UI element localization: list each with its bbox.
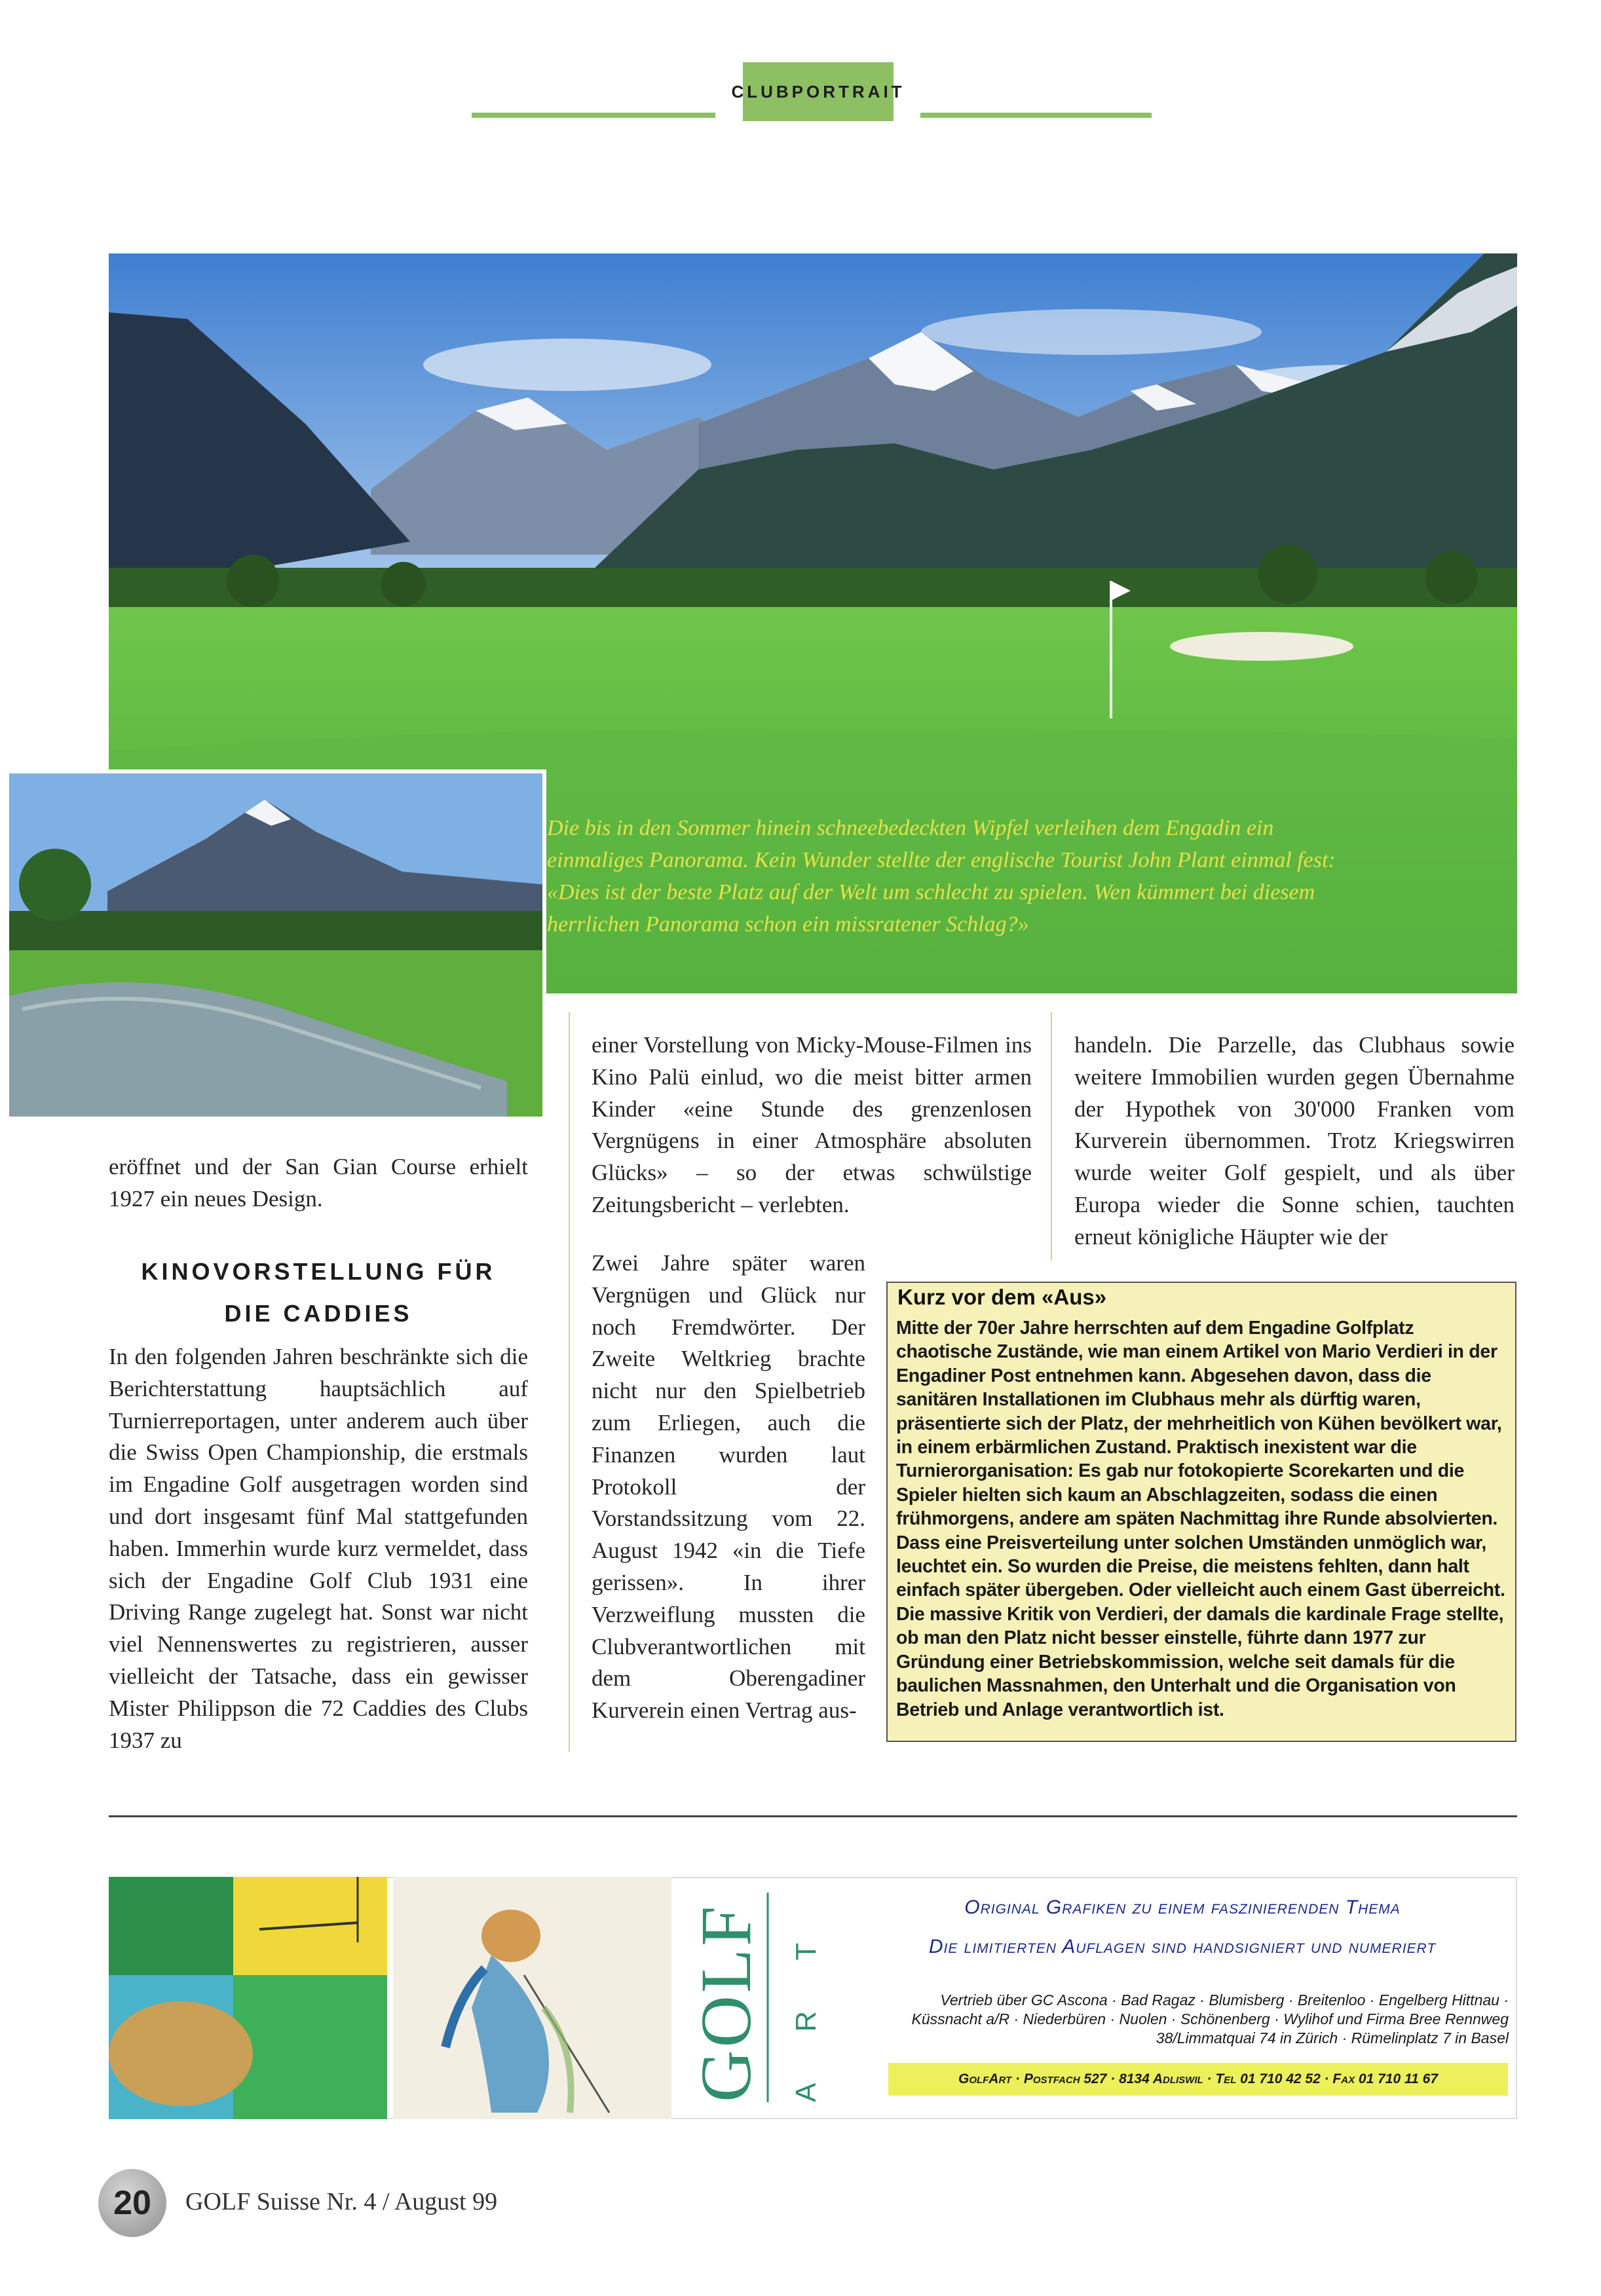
column-1-top: eröffnet und der San Gian Course erhielt 1927 ein neues Design. — [109, 1154, 528, 1212]
header-rule-left — [472, 113, 715, 118]
stream-inset-photo — [9, 769, 546, 1117]
column-divider-2 — [1051, 1012, 1052, 1261]
sidebar-box-title: Kurz vor dem «Aus» — [897, 1285, 1107, 1309]
issue-info: GOLF Suisse Nr. 4 / August 99 — [185, 2188, 498, 2215]
ad-distribution-text: Vertrieb über GC Ascona · Bad Ragaz · Blumisberg · Breitenloo · Engelberg Hittnau · Küssnacht a/R · Niederbüren · Nuolen · Schönenberg · Wylihof und Firma Bree Rennweg 38/Limmatquai 74 in Zürich · Rümelinplatz 7 in Basel — [911, 1991, 1509, 2046]
page-number: 20 — [113, 2184, 151, 2222]
logo-golf-text: GOLF — [688, 1903, 766, 2102]
ad-artwork-golfer — [393, 1877, 671, 2119]
ad-artwork-abstract — [109, 1877, 387, 2119]
ad-address: GolfArt · Postfach 527 · 8134 Adliswil · Tel 01 710 42 52 · Fax 01 710 11 67 — [958, 2071, 1438, 2086]
ad-headline-1: Original Grafiken zu einem faszinierenden Thema — [964, 1897, 1401, 1918]
page-number-badge — [98, 2169, 166, 2237]
section-heading — [109, 1251, 528, 1335]
photo-caption: Die bis in den Sommer hinein schneebedeckten Wipfel verleihen dem Engadin ein einmaliges Panorama. Kein Wunder stellte der englische Tourist John Plant einmal fest: «Dies ist der beste Platz auf der Welt um schlecht zu spielen. Wen kümmert bei diesem herrlichen Panorama schon ein missratener Schlag?» — [547, 816, 1336, 936]
page-rule — [109, 1815, 1517, 1817]
ad-address-bar — [888, 2063, 1508, 2096]
section-label: CLUBPORTRAIT — [731, 81, 905, 102]
column-2-top: einer Vorstellung von Micky-Mouse-Filmen ins Kino Palü einlud, wo die meist bitter armen Kinder «eine Stunde des grenzenlosen Vergnügens in einer Atmosphäre absoluten Glücks» – so der etwas schwülstige Zeitungsbericht – verlebten. — [592, 1032, 1032, 1217]
column-1-body: In den folgenden Jahren beschränkte sich die Berichterstattung hauptsächlich auf Turnierreportagen, unter anderem auch über die Swiss Open Championship, die erstmals im Engadine Golf ausgetragen worden sind und dort insgesamt fünf Mal stattgefunden haben. Immerhin wurde kurz vermeldet, dass sich der Engadine Golf Club 1931 eine Driving Range zugelegt hat. Sonst war nicht viel Nennenswertes zu registrieren, ausser vielleicht der Tatsache, dass ein gewisser Mister Philippson die 72 Caddies des Clubs 1937 zu — [109, 1344, 528, 1753]
heading-line-1: KINOVORSTELLUNG FÜR — [141, 1258, 496, 1285]
column-divider-1 — [569, 1012, 570, 1752]
section-label-box — [731, 62, 905, 121]
ad-headline-2: Die limitierten Auflagen sind handsigniert und numeriert — [928, 1936, 1437, 1957]
golfart-logo — [688, 1886, 852, 2109]
heading-line-2: DIE CADDIES — [224, 1300, 413, 1327]
column-2-body: Zwei Jahre später waren Vergnügen und Glück nur noch Fremdwörter. Der Zweite Weltkrieg brachte nicht nur den Spielbetrieb zum Erliegen, auch die Finanzen wurden laut Protokoll der Vorstandssitzung vom 22. August 1942 «in die Tiefe gerissen». In ihrer Verzweiflung mussten die Clubverantwortlichen mit dem Oberengadiner Kurverein einen Vertrag aus- — [592, 1250, 865, 1724]
column-3-top: handeln. Die Parzelle, das Clubhaus sowie weitere Immobilien wurden gegen Übernahme der Hypothek von 30'000 Franken vom Kurverein übernommen. Trotz Kriegswirren wurde weiter Golf gespielt, und als über Europa wieder die Sonne schien, tauchten erneut königliche Häupter wie der — [1074, 1032, 1515, 1250]
header-rule-right — [920, 113, 1152, 118]
sidebar-box-text: Mitte der 70er Jahre herrschten auf dem Engadine Golfplatz chaotische Zustände, wie man einem Artikel von Mario Verdieri in der Engadiner Post entnehmen kann. Abgesehen davon, dass die sanitären Installationen im Clubhaus mehr als dürftig waren, präsentierte sich der Platz, der mehrheitlich von Kühen bevölkert war, in einem erbärmlichen Zustand. Praktisch inexistent war die Turnierorganisation: Es gab nur fotokopierte Scorekarten und die Spieler hielten sich kaum an Abschlagzeiten, sodass die einen frühmorgens, andere am späten Nachmittag ihre Runde absolvierten. Dass eine Preisverteilung unter solchen Umständen unmöglich war, leuchtet ein. So wurden die Preise, die meistens fehlten, dann halt einfach später übergeben. Oder vielleicht auch einem Gast überreicht. Die massive Kritik von Verdieri, der damals die kardinale Frage stellte, ob man den Platz nicht besser einstelle, führte dann 1977 zur Gründung einer Betriebskommission, welche seit damals für die baulichen Massnahmen, den Unterhalt und die Organisation von Betrieb und Anlage verantwortlich ist. — [896, 1318, 1505, 1720]
logo-art-text: ART — [790, 1891, 822, 2102]
